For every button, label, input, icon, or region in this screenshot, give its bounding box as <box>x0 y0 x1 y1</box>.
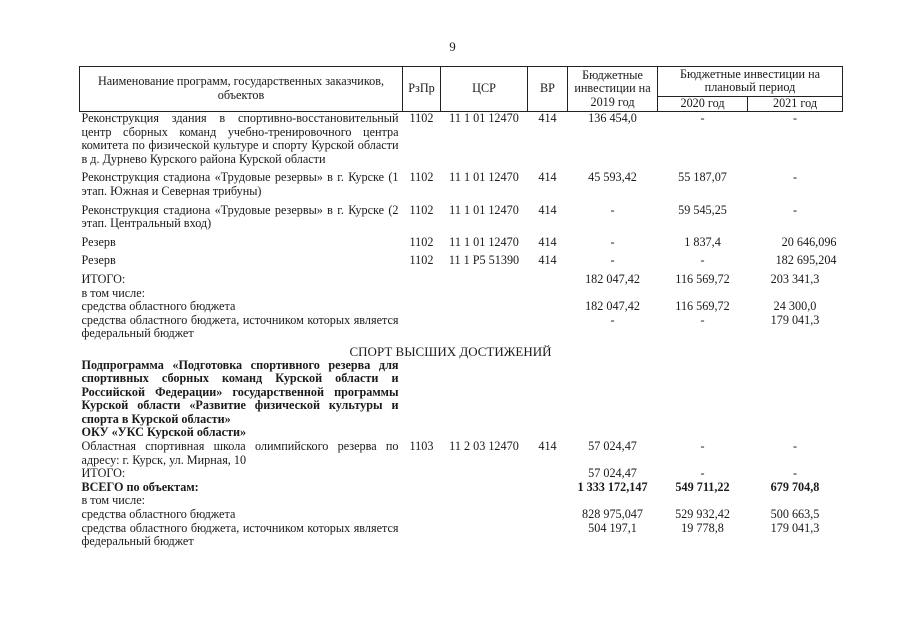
header-vr: ВР <box>528 67 568 112</box>
csr-code: 11 2 03 12470 <box>449 439 519 454</box>
header-2020: 2020 год <box>658 96 748 111</box>
table-row <box>80 166 843 198</box>
object-name: Реконструкция стадиона «Трудовые резервы» в г. Курске (2 этап. Центральный вход) <box>81 202 399 231</box>
grand-total-2019: 1 333 172,147 <box>577 479 648 494</box>
object-name: Областная спортивная школа олимпийского резерва по адресу: г. Курск, ул. Мирная, 10 <box>81 439 399 467</box>
value-2020: 59 545,25 <box>678 202 727 217</box>
federal-budget-label: средства областного бюджета, источником которых является федеральный бюджет <box>81 520 399 549</box>
page-number: 9 <box>449 39 456 54</box>
vr-code: 414 <box>538 111 557 125</box>
total-row <box>80 268 843 287</box>
regional-2021: 24 300,0 <box>773 299 817 314</box>
budget-investment-table <box>79 66 843 549</box>
regional-budget-row <box>80 300 843 314</box>
value-2020: - <box>700 253 705 268</box>
value-2019: 57 024,47 <box>588 439 637 454</box>
including-row <box>80 494 843 508</box>
value-2021: - <box>792 202 798 217</box>
table-row <box>80 199 843 231</box>
section-title: СПОРТ ВЫСШИХ ДОСТИЖЕНИЙ <box>349 343 552 359</box>
vr-code: 414 <box>538 234 557 249</box>
value-2021: 182 695,204 <box>775 253 837 268</box>
table-row <box>80 112 843 167</box>
table-header <box>80 67 843 112</box>
regional-2021: 500 663,5 <box>770 507 820 522</box>
regional-2020: 116 569,72 <box>675 299 730 314</box>
regional-2019: 182 047,42 <box>585 299 640 314</box>
table-body <box>80 112 843 549</box>
csr-code: 11 1 01 12470 <box>449 202 519 217</box>
including-row <box>80 287 843 301</box>
grand-total-2021: 679 704,8 <box>770 479 820 494</box>
value-2020: 55 187,07 <box>678 170 727 185</box>
vr-code: 414 <box>538 170 557 185</box>
csr-code: 11 1 01 12470 <box>449 234 519 249</box>
table-row <box>80 231 843 250</box>
value-2019: - <box>610 234 615 249</box>
value-2020: - <box>700 111 705 125</box>
grand-total-2020: 549 711,22 <box>675 479 730 494</box>
federal-2021: 179 041,3 <box>770 312 820 327</box>
value-2020: 1 837,4 <box>684 234 721 249</box>
federal-2020: 19 778,8 <box>681 520 724 535</box>
header-rz: РзПр <box>403 67 441 112</box>
rz-code: 1102 <box>409 170 434 185</box>
federal-2021: 179 041,3 <box>770 520 820 535</box>
regional-budget-label: средства областного бюджета <box>81 299 236 314</box>
object-name: Резерв <box>81 253 116 268</box>
grand-total-label: ВСЕГО по объектам: <box>81 479 199 494</box>
federal-2019: 504 197,1 <box>588 520 637 535</box>
federal-budget-row <box>80 314 843 341</box>
total-label: ИТОГО: <box>81 466 126 481</box>
grand-total-row <box>80 481 843 495</box>
value-2021: - <box>792 439 798 454</box>
regional-budget-row <box>80 508 843 522</box>
including-label: в том числе: <box>81 285 146 300</box>
csr-code: 11 1 P5 51390 <box>448 253 520 268</box>
customer-row <box>80 426 843 440</box>
rz-code: 1102 <box>409 253 434 268</box>
header-csr: ЦСР <box>441 67 528 112</box>
vr-code: 414 <box>538 202 557 217</box>
section-row <box>80 341 843 359</box>
csr-code: 11 1 01 12470 <box>449 111 519 125</box>
rz-code: 1102 <box>409 234 434 249</box>
total-2021: - <box>792 466 798 481</box>
total-2020: - <box>700 466 705 481</box>
value-2019: 45 593,42 <box>588 170 637 185</box>
total-2019: 57 024,47 <box>588 466 637 481</box>
csr-code: 11 1 01 12470 <box>449 170 519 185</box>
table-row <box>80 249 843 268</box>
vr-code: 414 <box>538 439 557 454</box>
total-2020: 116 569,72 <box>675 271 730 286</box>
federal-budget-label: средства областного бюджета, источником которых является федеральный бюджет <box>81 312 399 341</box>
value-2021: - <box>792 111 798 125</box>
header-invest-2019: Бюджетные инвестиции на 2019 год <box>568 67 658 112</box>
subprogram-title: Подпрограмма «Подготовка спортивного резерва для спортивных сборных команд Курской области и Российской Федерации» государственной программы Курской области «Развитие физической культуры и спорта в Курской области» <box>81 357 399 426</box>
value-2019: - <box>610 202 615 217</box>
federal-budget-row <box>80 522 843 549</box>
table-row <box>80 440 843 467</box>
including-label: в том числе: <box>81 493 146 508</box>
total-label: ИТОГО: <box>81 271 126 286</box>
object-name: Резерв <box>81 234 116 249</box>
regional-budget-label: средства областного бюджета <box>81 507 236 522</box>
subprogram-row <box>80 359 843 427</box>
value-2020: - <box>700 439 705 454</box>
total-row <box>80 467 843 481</box>
federal-2020: - <box>700 312 705 327</box>
rz-code: 1102 <box>409 111 434 125</box>
total-2019: 182 047,42 <box>585 271 640 286</box>
regional-2019: 828 975,047 <box>582 507 643 522</box>
value-2021: - <box>792 170 798 185</box>
regional-2020: 529 932,42 <box>675 507 730 522</box>
header-2021: 2021 год <box>748 96 843 111</box>
object-name: Реконструкция здания в спортивно-восстановительный центр сборных команд учебно-тренировочного центра комитета по физической культуре и спорту Курской области в д. Дурнево Курского района Курской области <box>81 111 399 166</box>
value-2019: 136 454,0 <box>588 111 637 125</box>
header-name: Наименование программ, государственных заказчиков, объектов <box>80 67 403 112</box>
vr-code: 414 <box>538 253 557 268</box>
value-2019: - <box>610 253 615 268</box>
object-name: Реконструкция стадиона «Трудовые резервы» в г. Курске (1 этап. Южная и Северная трибуны) <box>81 170 399 198</box>
header-invest-plan: Бюджетные инвестиции на плановый период <box>658 67 843 97</box>
customer-name: ОКУ «УКС Курской области» <box>81 425 247 440</box>
value-2021: 20 646,096 <box>781 234 837 249</box>
total-2021: 203 341,3 <box>770 271 820 286</box>
rz-code: 1103 <box>409 439 434 454</box>
federal-2019: - <box>610 312 615 327</box>
rz-code: 1102 <box>409 202 434 217</box>
